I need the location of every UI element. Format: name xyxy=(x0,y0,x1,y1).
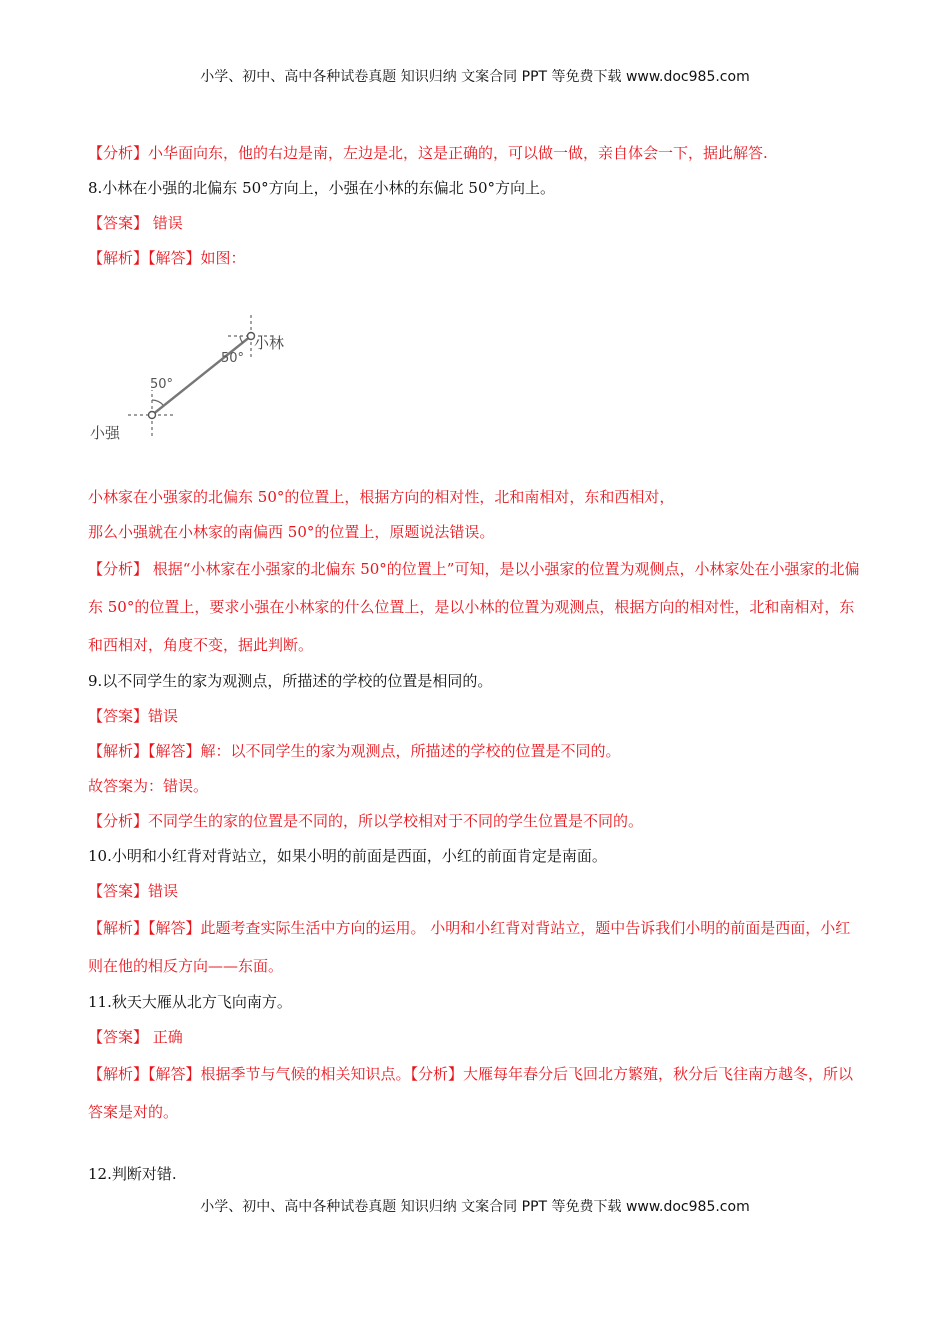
angle-label-top: 50° xyxy=(221,351,245,366)
connecting-line xyxy=(152,336,251,415)
answer-11: 【答案】 正确 xyxy=(88,1028,183,1046)
question-10: 10.小明和小红背对背站立，如果小明的前面是西面，小红的前面肯定是南面。 xyxy=(88,847,607,865)
answer-9: 【答案】错误 xyxy=(88,707,179,725)
solution-8-line2: 那么小强就在小林家的南偏西 50°的位置上，原题说法错误。 xyxy=(88,523,495,541)
angle-arc-top xyxy=(240,336,243,343)
xiaoqiang-point xyxy=(149,412,156,419)
label-xiaolin: 小林 xyxy=(254,334,285,352)
direction-diagram-svg xyxy=(88,300,348,460)
label-xiaoqiang: 小强 xyxy=(90,424,121,442)
solution-8-line1: 小林家在小强家的北偏东 50°的位置上，根据方向的相对性，北和南相对，东和西相对， xyxy=(88,488,675,506)
question-11: 11.秋天大雁从北方飞向南方。 xyxy=(88,993,292,1011)
angle-label-bottom: 50° xyxy=(150,377,174,392)
analysis-8: 【分析】 根据“小林家在小强家的北偏东 50°的位置上”可知，是以小强家的位置为观侧点，小林家处在小强家的北偏东 50°的位置上，要求小强在小林家的什么位置上，是以小林的位置为观测点，根据方向的相对性，北和南相对，东和西相对，角度不变，据此判断。 xyxy=(88,560,860,654)
answer-8: 【答案】 错误 xyxy=(88,214,183,232)
page-footer: 小学、初中、高中各种试卷真题 知识归纳 文案合同 PPT 等免费下载 www.doc985.com xyxy=(200,1199,750,1215)
page-header: 小学、初中、高中各种试卷真题 知识归纳 文案合同 PPT 等免费下载 www.doc985.com xyxy=(200,69,750,85)
solution-10: 【解析】【解答】此题考查实际生活中方向的运用。 小明和小红背对背站立，题中告诉我们小明的前面是西面，小红则在他的相反方向——东面。 xyxy=(88,919,851,975)
conclusion-9: 故答案为：错误。 xyxy=(88,777,209,795)
angle-arc-bottom xyxy=(152,400,163,405)
solution-8: 【解析】【解答】如图： xyxy=(88,249,246,267)
solution-11: 【解析】【解答】根据季节与气候的相关知识点。【分析】大雁每年春分后飞回北方繁殖，秋分后飞往南方越冬，所以答案是对的。 xyxy=(88,1065,854,1121)
document-body xyxy=(88,136,864,1192)
question-12: 12.判断对错. xyxy=(88,1165,177,1183)
question-8: 8.小林在小强的北偏东 50°方向上，小强在小林的东偏北 50°方向上。 xyxy=(88,179,556,197)
answer-10: 【答案】错误 xyxy=(88,882,179,900)
analysis-line: 【分析】小华面向东，他的右边是南，左边是北，这是正确的，可以做一做，亲自体会一下，据此解答. xyxy=(88,144,768,162)
question-9: 9.以不同学生的家为观测点，所描述的学校的位置是相同的。 xyxy=(88,672,493,690)
direction-diagram xyxy=(88,276,864,480)
analysis-9: 【分析】不同学生的家的位置是不同的，所以学校相对于不同的学生位置是不同的。 xyxy=(88,812,644,830)
solution-9: 【解析】【解答】解：以不同学生的家为观测点，所描述的学校的位置是不同的。 xyxy=(88,742,621,760)
